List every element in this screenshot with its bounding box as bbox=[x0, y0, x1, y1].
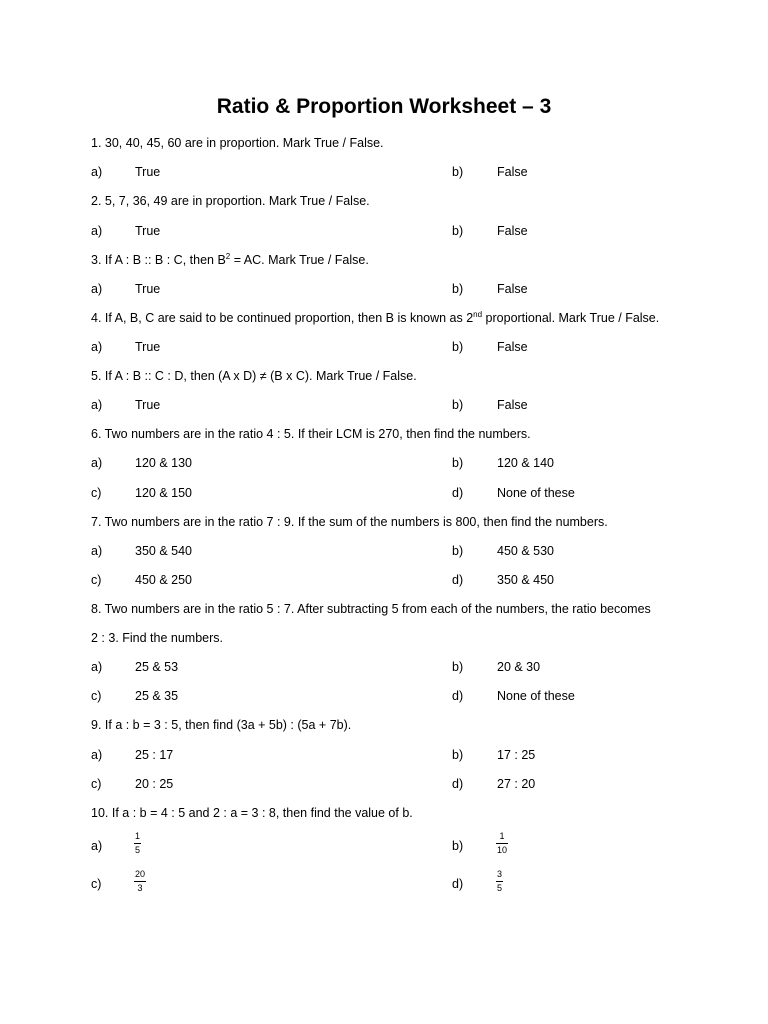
question-7-option-a-label: a) bbox=[91, 544, 103, 558]
question-8-option-c-label: c) bbox=[91, 689, 102, 703]
question-7-option-d-label: d) bbox=[452, 573, 464, 587]
fraction-bar bbox=[496, 843, 508, 844]
question-9-option-c-value: 20 : 25 bbox=[135, 777, 174, 791]
question-8-option-a-value: 25 & 53 bbox=[135, 660, 179, 674]
question-6-option-a-label: a) bbox=[91, 456, 103, 470]
question-8-option-b-label: b) bbox=[452, 660, 464, 674]
question-3-option-b-value: False bbox=[497, 282, 528, 296]
question-6-option-c-label: c) bbox=[91, 486, 102, 500]
fraction-bar bbox=[496, 881, 503, 882]
question-9-text: 9. If a : b = 3 : 5, then find (3a + 5b) : (5a + 7b). bbox=[91, 718, 352, 732]
question-4-option-a-value: True bbox=[135, 340, 161, 354]
question-10-option-c-fraction bbox=[134, 869, 146, 894]
question-1-text: 1. 30, 40, 45, 60 are in proportion. Mark True / False. bbox=[91, 136, 384, 150]
question-4-option-a-label: a) bbox=[91, 340, 103, 354]
question-10-option-b-fraction bbox=[496, 831, 508, 856]
worksheet-title: Ratio & Proportion Worksheet – 3 bbox=[216, 95, 552, 118]
question-9-option-c-label: c) bbox=[91, 777, 102, 791]
question-4-text-end: proportional. Mark True / False. bbox=[482, 311, 660, 325]
question-9-option-d-value: 27 : 20 bbox=[497, 777, 536, 791]
question-2-option-a-value: True bbox=[135, 224, 161, 238]
question-6-option-b-value: 120 & 140 bbox=[497, 456, 554, 470]
question-6-option-a-value: 120 & 130 bbox=[135, 456, 192, 470]
fraction-denominator: 10 bbox=[497, 845, 508, 855]
question-2-option-b-value: False bbox=[497, 224, 528, 238]
question-6-text: 6. Two numbers are in the ratio 4 : 5. If their LCM is 270, then find the numbers. bbox=[91, 427, 531, 441]
question-5-text: 5. If A : B :: C : D, then (A x D) ≠ (B x C). Mark True / False. bbox=[91, 369, 417, 383]
question-6-option-b-label: b) bbox=[452, 456, 464, 470]
question-3-option-a-value: True bbox=[135, 282, 161, 296]
question-8-text-continued: 2 : 3. Find the numbers. bbox=[91, 631, 224, 645]
question-3-superscript: 2 bbox=[225, 251, 231, 261]
question-2-option-a-label: a) bbox=[91, 224, 103, 238]
question-3-text bbox=[91, 251, 369, 269]
question-9-option-a-label: a) bbox=[91, 748, 103, 762]
fraction-numerator: 1 bbox=[499, 831, 505, 841]
question-10-option-c-label: c) bbox=[91, 877, 102, 891]
question-1-option-a-value: True bbox=[135, 165, 161, 179]
question-7-option-b-label: b) bbox=[452, 544, 464, 558]
question-3-option-b-label: b) bbox=[452, 282, 464, 296]
question-4-option-b-label: b) bbox=[452, 340, 464, 354]
fraction-denominator: 3 bbox=[137, 883, 143, 893]
question-5-option-b-label: b) bbox=[452, 398, 464, 412]
question-3-option-a-label: a) bbox=[91, 282, 103, 296]
fraction-numerator: 20 bbox=[135, 869, 146, 879]
question-8-option-c-value: 25 & 35 bbox=[135, 689, 179, 703]
question-7-option-d-value: 350 & 450 bbox=[497, 573, 554, 587]
question-9-option-b-label: b) bbox=[452, 748, 464, 762]
fraction-numerator: 3 bbox=[497, 869, 503, 879]
question-2-option-b-label: b) bbox=[452, 224, 464, 238]
question-8-option-d-value: None of these bbox=[497, 689, 575, 703]
fraction-numerator: 1 bbox=[135, 831, 141, 841]
fraction-denominator: 5 bbox=[497, 883, 503, 893]
question-5-option-a-label: a) bbox=[91, 398, 103, 412]
question-9-option-d-label: d) bbox=[452, 777, 464, 791]
question-8-option-a-label: a) bbox=[91, 660, 103, 674]
question-2-text: 2. 5, 7, 36, 49 are in proportion. Mark True / False. bbox=[91, 194, 370, 208]
fraction-bar bbox=[134, 843, 141, 844]
question-10-option-d-label: d) bbox=[452, 877, 464, 891]
question-3-text-start: 3. If A : B :: B : C, then B bbox=[91, 253, 226, 267]
fraction-denominator: 5 bbox=[135, 845, 141, 855]
question-7-option-b-value: 450 & 530 bbox=[497, 544, 554, 558]
question-6-option-d-value: None of these bbox=[497, 486, 575, 500]
question-10-text: 10. If a : b = 4 : 5 and 2 : a = 3 : 8, then find the value of b. bbox=[91, 806, 413, 820]
question-9-option-b-value: 17 : 25 bbox=[497, 748, 536, 762]
question-4-option-b-value: False bbox=[497, 340, 528, 354]
question-5-option-a-value: True bbox=[135, 398, 161, 412]
question-10-option-d-fraction bbox=[496, 869, 503, 894]
question-5-option-b-value: False bbox=[497, 398, 528, 412]
question-4-superscript: nd bbox=[473, 309, 483, 319]
question-1-option-b-value: False bbox=[497, 165, 528, 179]
fraction-bar bbox=[134, 881, 146, 882]
question-6-option-c-value: 120 & 150 bbox=[135, 486, 192, 500]
question-7-option-a-value: 350 & 540 bbox=[135, 544, 192, 558]
question-8-option-d-label: d) bbox=[452, 689, 464, 703]
question-4-text bbox=[91, 309, 659, 327]
question-10-option-a-fraction bbox=[134, 831, 141, 856]
question-3-text-end: = AC. Mark True / False. bbox=[230, 253, 369, 267]
question-10-option-a-label: a) bbox=[91, 839, 103, 853]
question-8-text: 8. Two numbers are in the ratio 5 : 7. After subtracting 5 from each of the numbers, the ratio becomes bbox=[91, 602, 651, 616]
question-7-option-c-value: 450 & 250 bbox=[135, 573, 192, 587]
question-6-option-d-label: d) bbox=[452, 486, 464, 500]
question-4-text-start: 4. If A, B, C are said to be continued proportion, then B is known as 2 bbox=[91, 311, 474, 325]
question-9-option-a-value: 25 : 17 bbox=[135, 748, 174, 762]
question-8-option-b-value: 20 & 30 bbox=[497, 660, 541, 674]
question-7-option-c-label: c) bbox=[91, 573, 102, 587]
question-1-option-b-label: b) bbox=[452, 165, 464, 179]
question-10-option-b-label: b) bbox=[452, 839, 464, 853]
question-7-text: 7. Two numbers are in the ratio 7 : 9. If the sum of the numbers is 800, then find the numbers. bbox=[91, 515, 608, 529]
question-1-option-a-label: a) bbox=[91, 165, 103, 179]
